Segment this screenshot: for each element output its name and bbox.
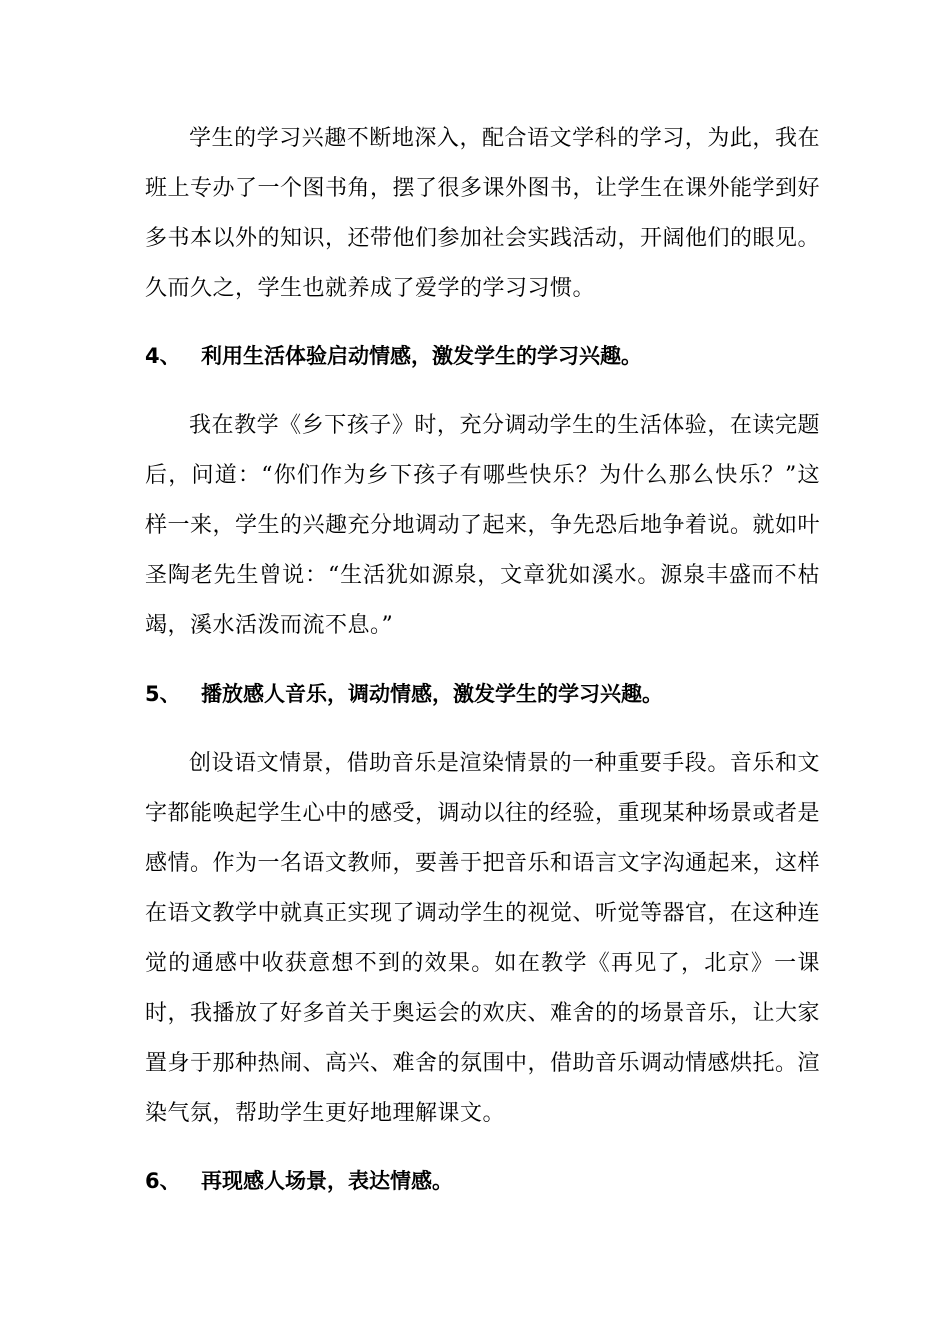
body-paragraph: 学生的学习兴趣不断地深入，配合语文学科的学习，为此，我在班上专办了一个图书角，摆了很多课外图书，让学生在课外能学到好多书本以外的知识，还带他们参加社会实践活动，开阔他们的眼见。久而久之，学生也就养成了爱学的学习习惯。 [145, 126, 821, 301]
body-paragraph: 我在教学《乡下孩子》时，充分调动学生的生活体验，在读完题后，问道：“你们作为乡下孩子有哪些快乐？为什么那么快乐？”这样一来，学生的兴趣充分地调动了起来，争先恐后地争着说。就如叶圣陶老先生曾说：“生活犹如源泉，文章犹如溪水。源泉丰盛而不枯竭，溪水活泼而流不息。” [145, 413, 821, 638]
section-title: 播放感人音乐，调动情感，激发学生的学习兴趣。 [201, 682, 663, 706]
section-number: 6、 [145, 1169, 181, 1193]
section-heading-4 [145, 341, 820, 371]
section-title: 再现感人场景，表达情感。 [201, 1169, 453, 1193]
section-heading-5 [145, 679, 820, 709]
section-number: 4、 [145, 344, 181, 368]
section-number: 5、 [145, 682, 181, 706]
body-paragraph: 创设语文情景，借助音乐是渲染情景的一种重要手段。音乐和文字都能唤起学生心中的感受，调动以往的经验，重现某种场景或者是感情。作为一名语文教师，要善于把音乐和语言文字沟通起来，这样在语文教学中就真正实现了调动学生的视觉、听觉等器官，在这种连觉的通感中收获意想不到的效果。如在教学《再见了，北京》一课时，我播放了好多首关于奥运会的欢庆、难舍的的场景音乐，让大家置身于那种热闹、高兴、难舍的氛围中，借助音乐调动情感烘托。渲染气氛，帮助学生更好地理解课文。 [145, 751, 821, 1126]
section-title: 利用生活体验启动情感，激发学生的学习兴趣。 [201, 344, 642, 368]
section-heading-6 [145, 1166, 820, 1196]
